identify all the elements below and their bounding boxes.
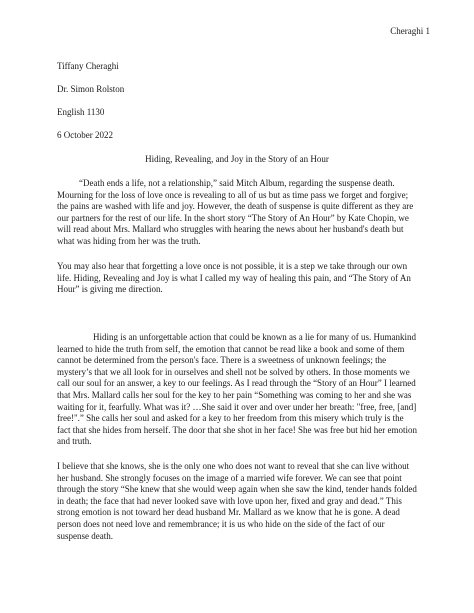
paragraph-intro: “Death ends a life, not a relationship,” said Mitch Album, regarding the suspense death. Mourning for the loss of love once is revealing to all of us but as time pass we forget and forgive; the pains are washed with life and joy. However, the death of suspense is quite different as they are our partners for the rest of our life. In the short story “The Story of An Hour” by Kate Chopin, we will read about Mrs. Mallard who struggles with hearing the news about her husband's death but what was hiding from her was the truth. <box>57 178 414 246</box>
essay-date: 6 October 2022 <box>57 130 113 140</box>
running-head: Cheraghi 1 <box>390 26 430 36</box>
course-name: English 1130 <box>57 107 105 117</box>
paragraph-hiding: Hiding is an unforgettable action that could be known as a lie for many of us. Humankind learned to hide the truth from self, the emotion that cannot be read like a book and some of them cannot be determined from the person's face. There is a sweetness of unknown feelings; the mystery’s that we all look for in ourselves and shell not be solved by others. In those moments we call our soul for an answer, a key to our feelings. As I read through the “Story of an Hour” I learned that Mrs. Mallard calls her soul for the key to her pain “Something was coming to her and she was waiting for it, fearfully. What was it? …She said it over and over under her breath: "free, free, [and] free!".” She calls her soul and asked for a key to her freedom from this misery which truly is the fact that she hides from herself. The door that she shot in her face! She was free but hid her emotion and truth. <box>57 332 417 447</box>
paragraph-revealing: I believe that she knows, she is the only one who does not want to reveal that she can live without her husband. She strongly focuses on the image of a married wife forever. We can see that point through the story “She knew that she would weep again when she saw the kind, tender hands folded in death; the face that had never looked save with love upon her, fixed and gray and dead.” This strong emotion is not toward her dead husband Mr. Mallard as we know that he is gone. A dead person does not need love and remembrance; it is us who hide on the side of the fact of our suspense death. <box>57 461 417 541</box>
author-name: Tiffany Cheraghi <box>57 61 119 71</box>
professor-name: Dr. Simon Rolston <box>57 84 125 94</box>
essay-title: Hiding, Revealing, and Joy in the Story of an Hour <box>145 154 329 164</box>
paragraph-thesis: You may also hear that forgetting a love once is not possible, it is a step we take through our own life. Hiding, Revealing and Joy is what I called my way of healing this pain, and “The Story of An Hour” is giving me direction. <box>57 261 411 295</box>
